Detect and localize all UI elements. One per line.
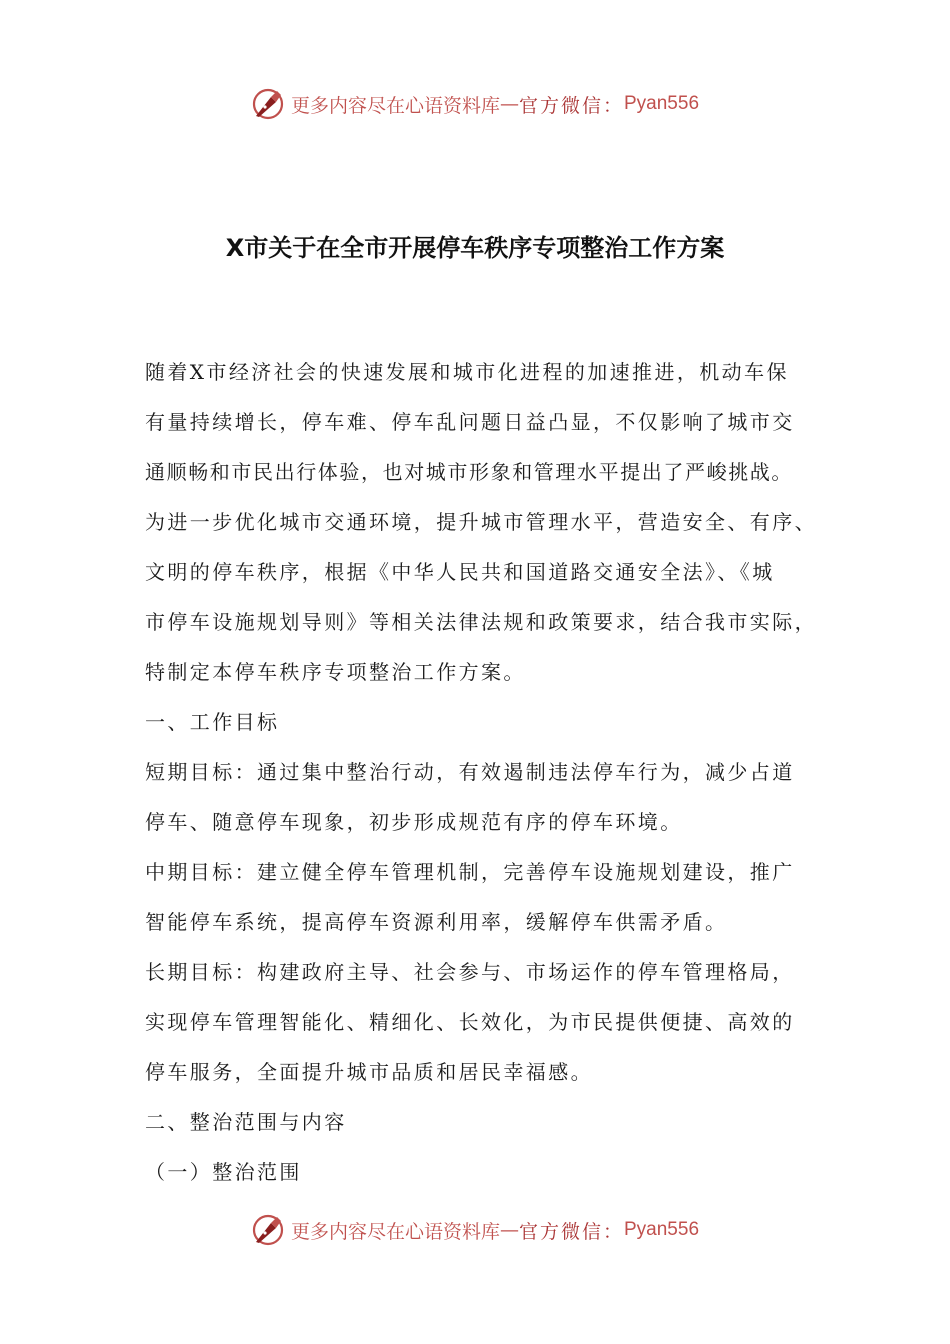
body-line: 文明的停车秩序，根据《中华人民共和国道路交通安全法》、《城	[145, 560, 775, 584]
body-line: 随着X市经济社会的快速发展和城市化进程的加速推进，机动车保	[145, 360, 789, 384]
banner-site-text: 更多内容尽在心语资料库	[290, 94, 500, 117]
body-line: 中期目标：建立健全停车管理机制，完善停车设施规划建设，推广	[145, 860, 795, 884]
body-line: 有量持续增长，停车难、停车乱问题日益凸显，不仅影响了城市交	[145, 410, 795, 434]
body-line: 为进一步优化城市交通环境，提升城市管理水平，营造安全、有序、	[145, 510, 817, 534]
body-line: 停车服务，全面提升城市品质和居民幸福感。	[145, 1060, 593, 1084]
body-line: 通顺畅和市民出行体验，也对城市形象和管理水平提出了严峻挑战。	[145, 460, 793, 484]
document-title: X市关于在全市开展停车秩序专项整治工作方案	[225, 234, 725, 262]
section-heading: 二、整治范围与内容	[145, 1110, 347, 1134]
footer-banner	[0, 1210, 950, 1250]
body-line: 市停车设施规划导则》等相关法律法规和政策要求，结合我市实际，	[145, 610, 817, 634]
body-line: 实现停车管理智能化、精细化、长效化，为市民提供便捷、高效的	[145, 1010, 795, 1034]
banner-dash: —	[499, 1219, 519, 1241]
body-line: 停车、随意停车现象，初步形成规范有序的停车环境。	[145, 810, 683, 834]
subsection-heading: （一）整治范围	[145, 1160, 302, 1184]
banner-site-text: 更多内容尽在心语资料库	[290, 1220, 500, 1243]
banner-wechat-id: Pyan556	[624, 93, 700, 114]
header-banner	[0, 84, 950, 124]
banner-dash: —	[499, 93, 519, 115]
body-line: 特制定本停车秩序专项整治工作方案。	[145, 660, 526, 684]
pen-nib-logo-icon	[251, 87, 285, 121]
banner-wechat-label: 官方微信：	[518, 1220, 624, 1243]
section-heading: 一、工作目标	[145, 710, 280, 734]
banner-wechat-label: 官方微信：	[518, 94, 624, 117]
banner-wechat-id: Pyan556	[624, 1219, 700, 1240]
pen-nib-logo-icon	[251, 1213, 285, 1247]
body-line: 智能停车系统，提高停车资源利用率，缓解停车供需矛盾。	[145, 910, 728, 934]
body-line: 长期目标：构建政府主导、社会参与、市场运作的停车管理格局，	[145, 960, 795, 984]
body-line: 短期目标：通过集中整治行动，有效遏制违法停车行为，减少占道	[145, 760, 795, 784]
document-body	[145, 347, 835, 1197]
